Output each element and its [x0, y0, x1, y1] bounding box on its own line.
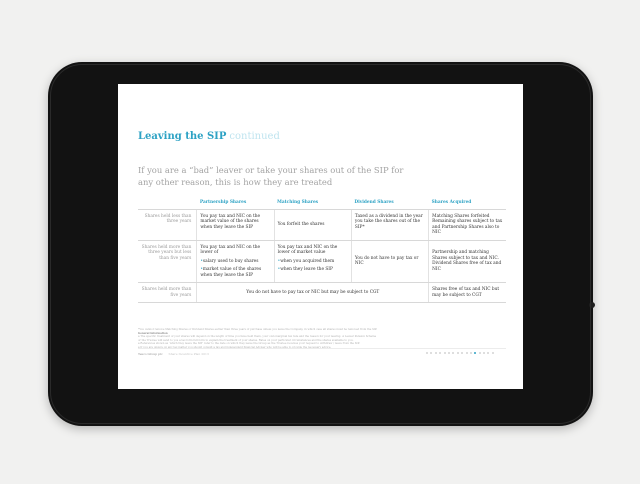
- footnote-line: or the Trustee will send to you a tax form full form to explain the treatment of your shares. Rates on your particular circumstances and the shares available to you.: [138, 338, 354, 342]
- page-dot[interactable]: [492, 352, 494, 354]
- page-dot[interactable]: [444, 352, 446, 354]
- cell-partnership: [197, 240, 274, 283]
- page-title-continued: continued: [229, 131, 280, 142]
- bullet-market-value: • market value of the shares when they leave the SIP: [200, 267, 270, 278]
- cell-spanning-note: You do not have to pay tax or NIC but may be subject to CGT: [197, 283, 429, 303]
- cell-partnership-intro: You pay tax and NIC on the lower of: [200, 244, 261, 255]
- column-header-matching: Matching Shares: [274, 198, 351, 209]
- table-header-row: [138, 198, 506, 209]
- table-row: [138, 209, 506, 240]
- row-label-over-five-years: Shares held more than five years: [138, 283, 197, 303]
- page-dot[interactable]: [439, 352, 441, 354]
- footnote-heading: General information: [138, 331, 168, 335]
- page-dot[interactable]: [470, 352, 472, 354]
- page-dot[interactable]: [457, 352, 459, 354]
- page-dot[interactable]: [448, 352, 450, 354]
- page-dot[interactable]: [487, 352, 489, 354]
- footnote-line: a References shown as ‘which they leave the SIP’ refer to the date on which they leave the Group as the Trustee receives your request to withdraw / leave from the SIP.: [138, 342, 360, 346]
- bullet-when-acquired: • when you acquired them: [278, 259, 348, 265]
- sip-leaver-table: [138, 198, 506, 303]
- footer-section: Share Incentive Plan 2013: [168, 352, 209, 356]
- page-dot[interactable]: [479, 352, 481, 354]
- bullet-salary: • salary used to buy shares: [200, 259, 270, 265]
- page-dot[interactable]: [466, 352, 468, 354]
- page-indicator[interactable]: [426, 352, 494, 356]
- camera-icon: [589, 302, 595, 308]
- footer-brand: Tesco Group plc: [138, 352, 163, 356]
- page-dot[interactable]: [426, 352, 428, 354]
- table-row: [138, 240, 506, 283]
- cell-acquired: Shares free of tax and NIC but may be subject to CGT: [429, 283, 506, 303]
- cell-matching: You forfeit the shares: [274, 209, 351, 240]
- page-dot[interactable]: [435, 352, 437, 354]
- cell-matching: [274, 240, 351, 283]
- footer-divider: [138, 348, 506, 349]
- cell-dividend: You do not have to pay tax or NIC: [351, 240, 428, 283]
- page-title-main: Leaving the SIP: [138, 131, 227, 142]
- footnotes: [138, 328, 506, 350]
- cell-acquired: Partnership and matching Shares subject to tax and NIC. Dividend Shares free of tax and NIC: [429, 240, 506, 283]
- page-dot-active[interactable]: [474, 352, 476, 354]
- cell-acquired: Matching Shares forfeited Remaining shares subject to tax and Partnership Shares also to NIC: [429, 209, 506, 240]
- cell-partnership: You pay tax and NIC on the market value of the shares when they leave the SIP: [197, 209, 274, 240]
- footer: [138, 352, 209, 356]
- column-header-blank: [138, 198, 197, 209]
- footnote-line: *You cannot remove Matching Shares or Dividend Shares earlier than three years of purchase unless you leave the Company, in which case all shares must be removed from the SIP.: [138, 328, 377, 331]
- page-dot[interactable]: [452, 352, 454, 354]
- page-dot[interactable]: [483, 352, 485, 354]
- page-dot[interactable]: [461, 352, 463, 354]
- bullet-when-leave: • when they leave the SIP: [278, 267, 348, 273]
- page-dot[interactable]: [430, 352, 432, 354]
- column-header-partnership: Partnership Shares: [197, 198, 274, 209]
- row-label-under-three-years: Shares held less than three years: [138, 209, 197, 240]
- row-label-three-to-five-years: Shares held more than three years but less than five years: [138, 240, 197, 283]
- column-header-dividend: Dividend Shares: [351, 198, 428, 209]
- cell-matching-intro: You pay tax and NIC on the lower of market value: [277, 244, 338, 255]
- page-title: [138, 131, 280, 142]
- cell-dividend: Taxed as a dividend in the year you take the shares out of the SIP*: [351, 209, 428, 240]
- page-subtitle: If you are a “bad” leaver or take your shares out of the SIP for any other reason, this is how they are treated: [138, 165, 404, 187]
- column-header-acquired: Shares Acquired: [429, 198, 506, 209]
- tablet-screen: [118, 84, 523, 389]
- table-row: [138, 283, 506, 303]
- footnote-line: a The specific treatment of your shares will depend on the length of time you have held them, your own marginal tax rate and the reason for your leaving. A Leaver Pension Scheme: [138, 335, 377, 339]
